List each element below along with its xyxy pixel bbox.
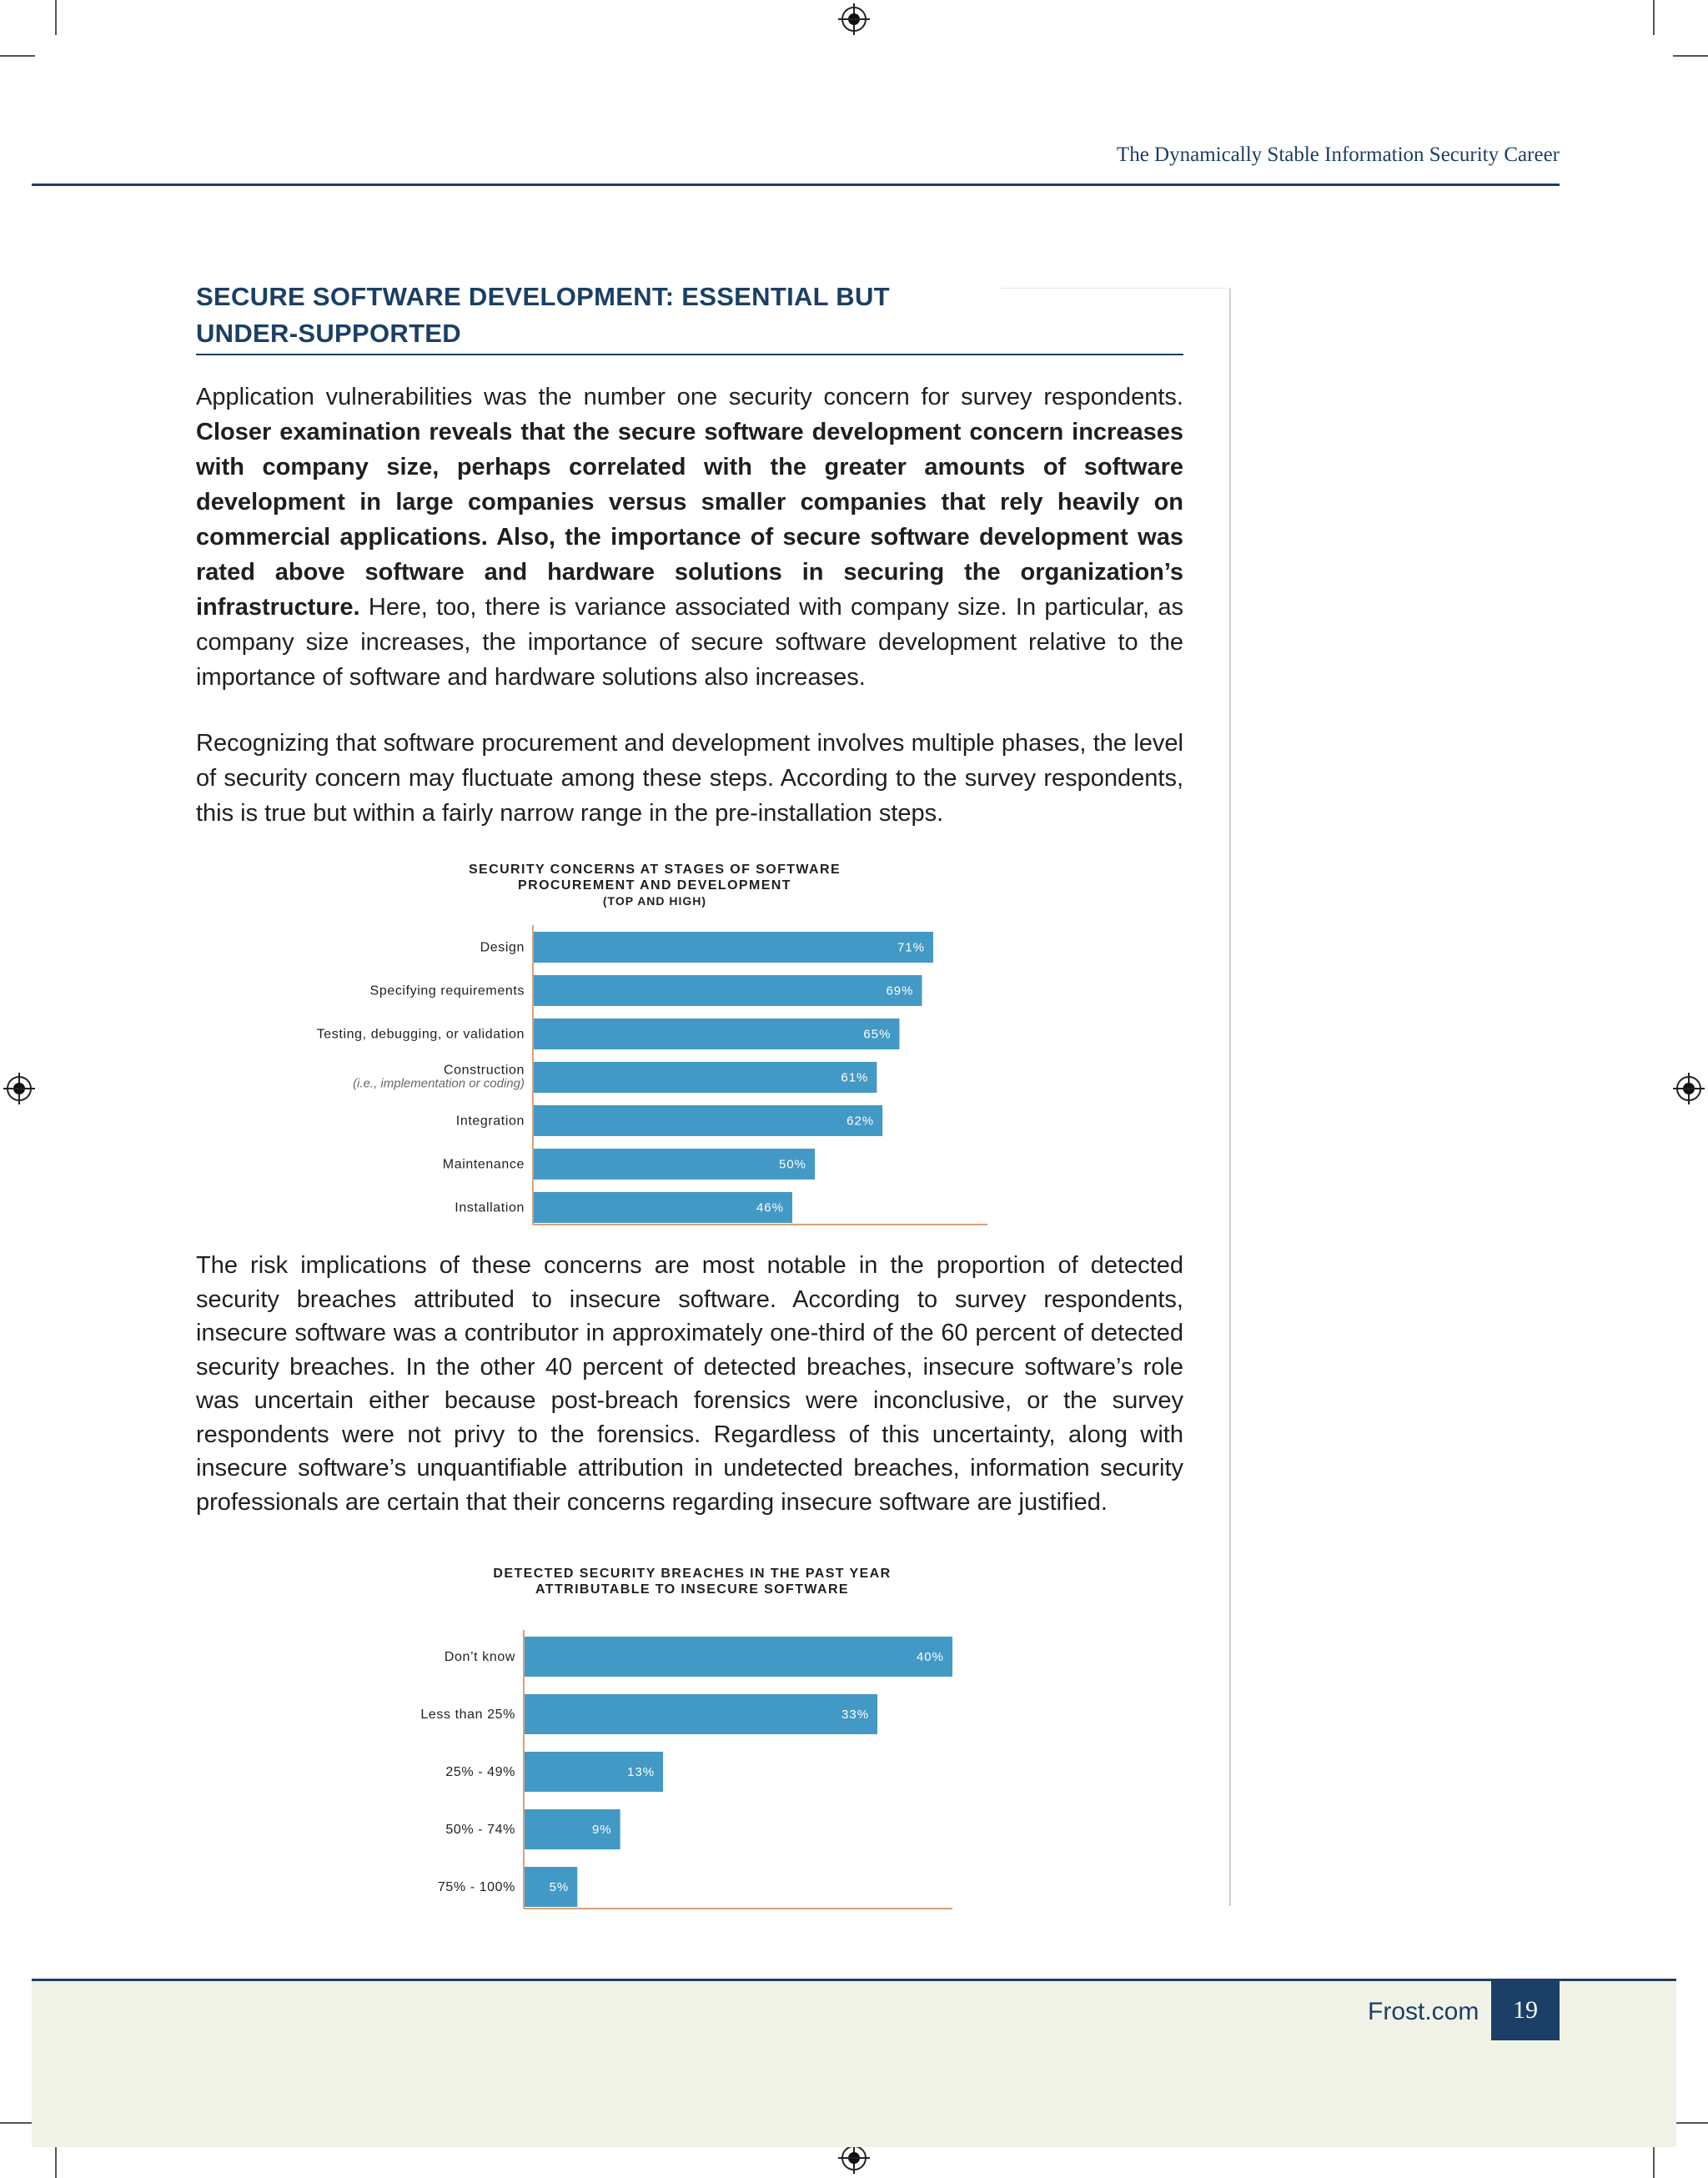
value-label-5: 50%: [778, 1157, 807, 1172]
value-label-2: 13%: [627, 1765, 656, 1779]
category-label-0: Don’t know: [444, 1650, 515, 1664]
category-label-1: Specifying requirements: [369, 983, 525, 998]
value-label-2: 65%: [863, 1027, 892, 1042]
section-title-line-2: UNDER-SUPPORTED: [196, 319, 461, 348]
category-label-1: Less than 25%: [420, 1708, 515, 1722]
value-label-1: 33%: [841, 1708, 870, 1722]
value-label-1: 69%: [886, 983, 914, 998]
paragraph-1-emphasis: Closer examination reveals that the secure software development concern increases with company size, perhaps correlated with the greater amounts of software development in large companies versus smaller companies that rely heavily on commercial applications. Also, the importance of secure software development was rated above software and hardware solutions in securing the organization’s infrastructure.: [196, 419, 1183, 621]
chart-1-subtitle: (TOP AND HIGH): [602, 894, 707, 908]
category-label-4: 75% - 100%: [437, 1880, 515, 1894]
chart-1-title-line-2: PROCUREMENT AND DEVELOPMENT: [518, 878, 791, 893]
bar-0: [524, 1637, 952, 1677]
section-title-line-1: SECURE SOFTWARE DEVELOPMENT: ESSENTIAL BUT: [196, 282, 890, 311]
footer-site-link[interactable]: Frost.com: [1368, 1998, 1479, 2025]
value-label-4: 62%: [846, 1114, 875, 1129]
category-label-3: Construction: [443, 1063, 525, 1078]
chart-2-title-line-1: DETECTED SECURITY BREACHES IN THE PAST YEAR: [493, 1567, 892, 1581]
value-label-0: 40%: [916, 1650, 944, 1664]
paragraph-3: The risk implications of these concerns are most notable in the proportion of detected security breaches attributed to insecure software. According to survey respondents, insecure software was a contributor in approximately one-third of the 60 percent of detected security breaches. In the other 40 percent of detected breaches, insecure software’s role was uncertain either because post-breach forensics were inconclusive, or the survey respondents were not privy to the forensics. Regardless of this uncertainty, along with insecure software’s unquantifiable attribution in undetected breaches, information security professionals are certain that their concerns regarding insecure software are justified.: [196, 1252, 1183, 1516]
footer-rule: [32, 1979, 1676, 1981]
category-label-6: Installation: [455, 1200, 525, 1215]
paragraph-1-intro: Application vulnerabilities was the number one security concern for survey respondents.: [196, 384, 1183, 410]
value-label-3: 9%: [591, 1823, 612, 1837]
category-label-4: Integration: [455, 1114, 525, 1129]
value-label-6: 46%: [756, 1200, 784, 1215]
running-header: The Dynamically Stable Information Security Career: [1116, 143, 1560, 166]
value-label-3: 61%: [841, 1070, 869, 1085]
category-label-0: Design: [480, 940, 525, 955]
chart-1-title-line-1: SECURITY CONCERNS AT STAGES OF SOFTWARE: [468, 863, 841, 877]
category-label-3: 50% - 74%: [445, 1823, 515, 1837]
value-label-0: 71%: [897, 940, 925, 955]
chart-2-title-line-2: ATTRIBUTABLE TO INSECURE SOFTWARE: [535, 1582, 849, 1597]
bar-1: [524, 1694, 877, 1734]
category-label-2: 25% - 49%: [445, 1765, 515, 1779]
paragraph-2: Recognizing that software procurement and development involves multiple phases, the level of security concern may fluctuate among these steps. According to the survey respondents, this is true but within a fairly narrow range in the pre-installation steps.: [196, 730, 1183, 827]
paragraph-1-rest: Here, too, there is variance associated with company size. In particular, as company size increases, the importance of secure software development relative to the importance of software and hardware solutions also increases.: [196, 594, 1183, 691]
category-label-5: Maintenance: [442, 1157, 525, 1172]
value-label-4: 5%: [549, 1880, 570, 1894]
category-label-2: Testing, debugging, or validation: [316, 1027, 525, 1042]
category-note-3: (i.e., implementation or coding): [353, 1076, 525, 1091]
page-number: 19: [1491, 1980, 1560, 2040]
